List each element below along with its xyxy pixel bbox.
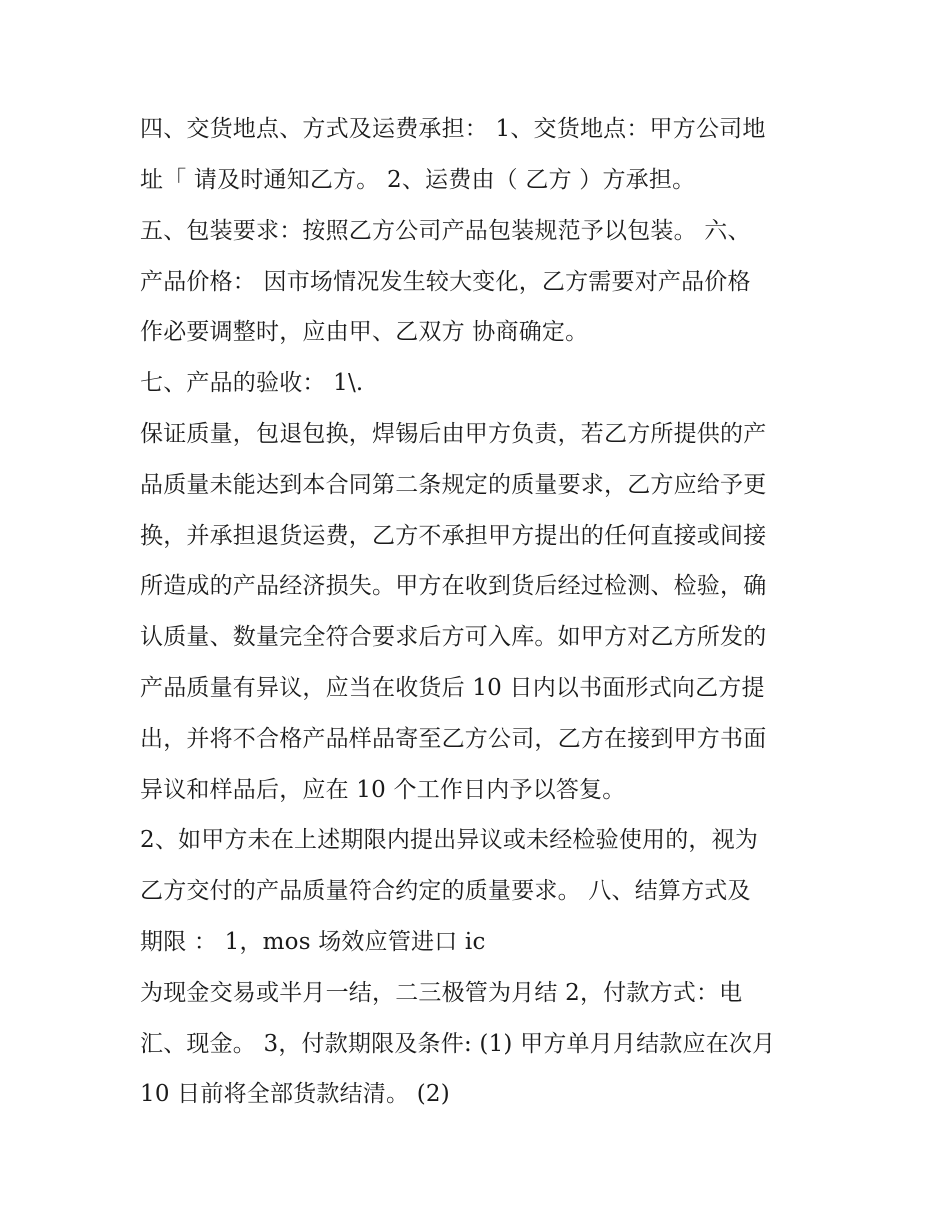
text-line: 期限 ： 1，mos 场效应管进口 ic: [140, 929, 486, 955]
text-line: 为现金交易或半月一结，二三极管为月结 2，付款方式：电: [140, 980, 743, 1006]
text-line: 产品价格： 因市场情况发生较大变化，乙方需要对产品价格: [140, 269, 751, 295]
text-line: 10 日前将全部货款结清。 (2): [140, 1081, 450, 1107]
text-line: 五、包装要求：按照乙方公司产品包装规范予以包装。 六、: [140, 218, 751, 244]
text-line: 所造成的产品经济损失。甲方在收到货后经过检测、检验，确: [140, 573, 767, 599]
text-line: 汇、现金。 3，付款期限及条件: (1) 甲方单月月结款应在次月: [140, 1031, 776, 1057]
text-line: 乙方交付的产品质量符合约定的质量要求。 八、结算方式及: [140, 878, 751, 904]
text-line: 七、产品的验收： 1\.: [140, 370, 364, 396]
text-line: 品质量未能达到本合同第二条规定的质量要求，乙方应给予更: [140, 472, 767, 498]
text-line: 换，并承担退货运费，乙方不承担甲方提出的任何直接或间接: [140, 523, 767, 549]
text-line: 四、交货地点、方式及运费承担： 1、交货地点：甲方公司地: [140, 116, 766, 142]
text-line: 2、如甲方未在上述期限内提出异议或未经检验使用的，视为: [140, 827, 759, 853]
text-line: 产品质量有异议，应当在收货后 10 日内以书面形式向乙方提: [140, 675, 765, 701]
text-line: 作必要调整时，应由甲、乙双方 协商确定。: [140, 319, 589, 345]
text-line: 出，并将不合格产品样品寄至乙方公司，乙方在接到甲方书面: [140, 726, 767, 752]
text-line: 异议和样品后，应在 10 个工作日内予以答复。: [140, 777, 626, 803]
text-line: 址「 请及时通知乙方。 2、运费由（ 乙方 ）方承担。: [140, 167, 696, 193]
text-line: 保证质量，包退包换，焊锡后由甲方负责，若乙方所提供的产: [140, 421, 767, 447]
text-line: 认质量、数量完全符合要求后方可入库。如甲方对乙方所发的: [140, 624, 767, 650]
